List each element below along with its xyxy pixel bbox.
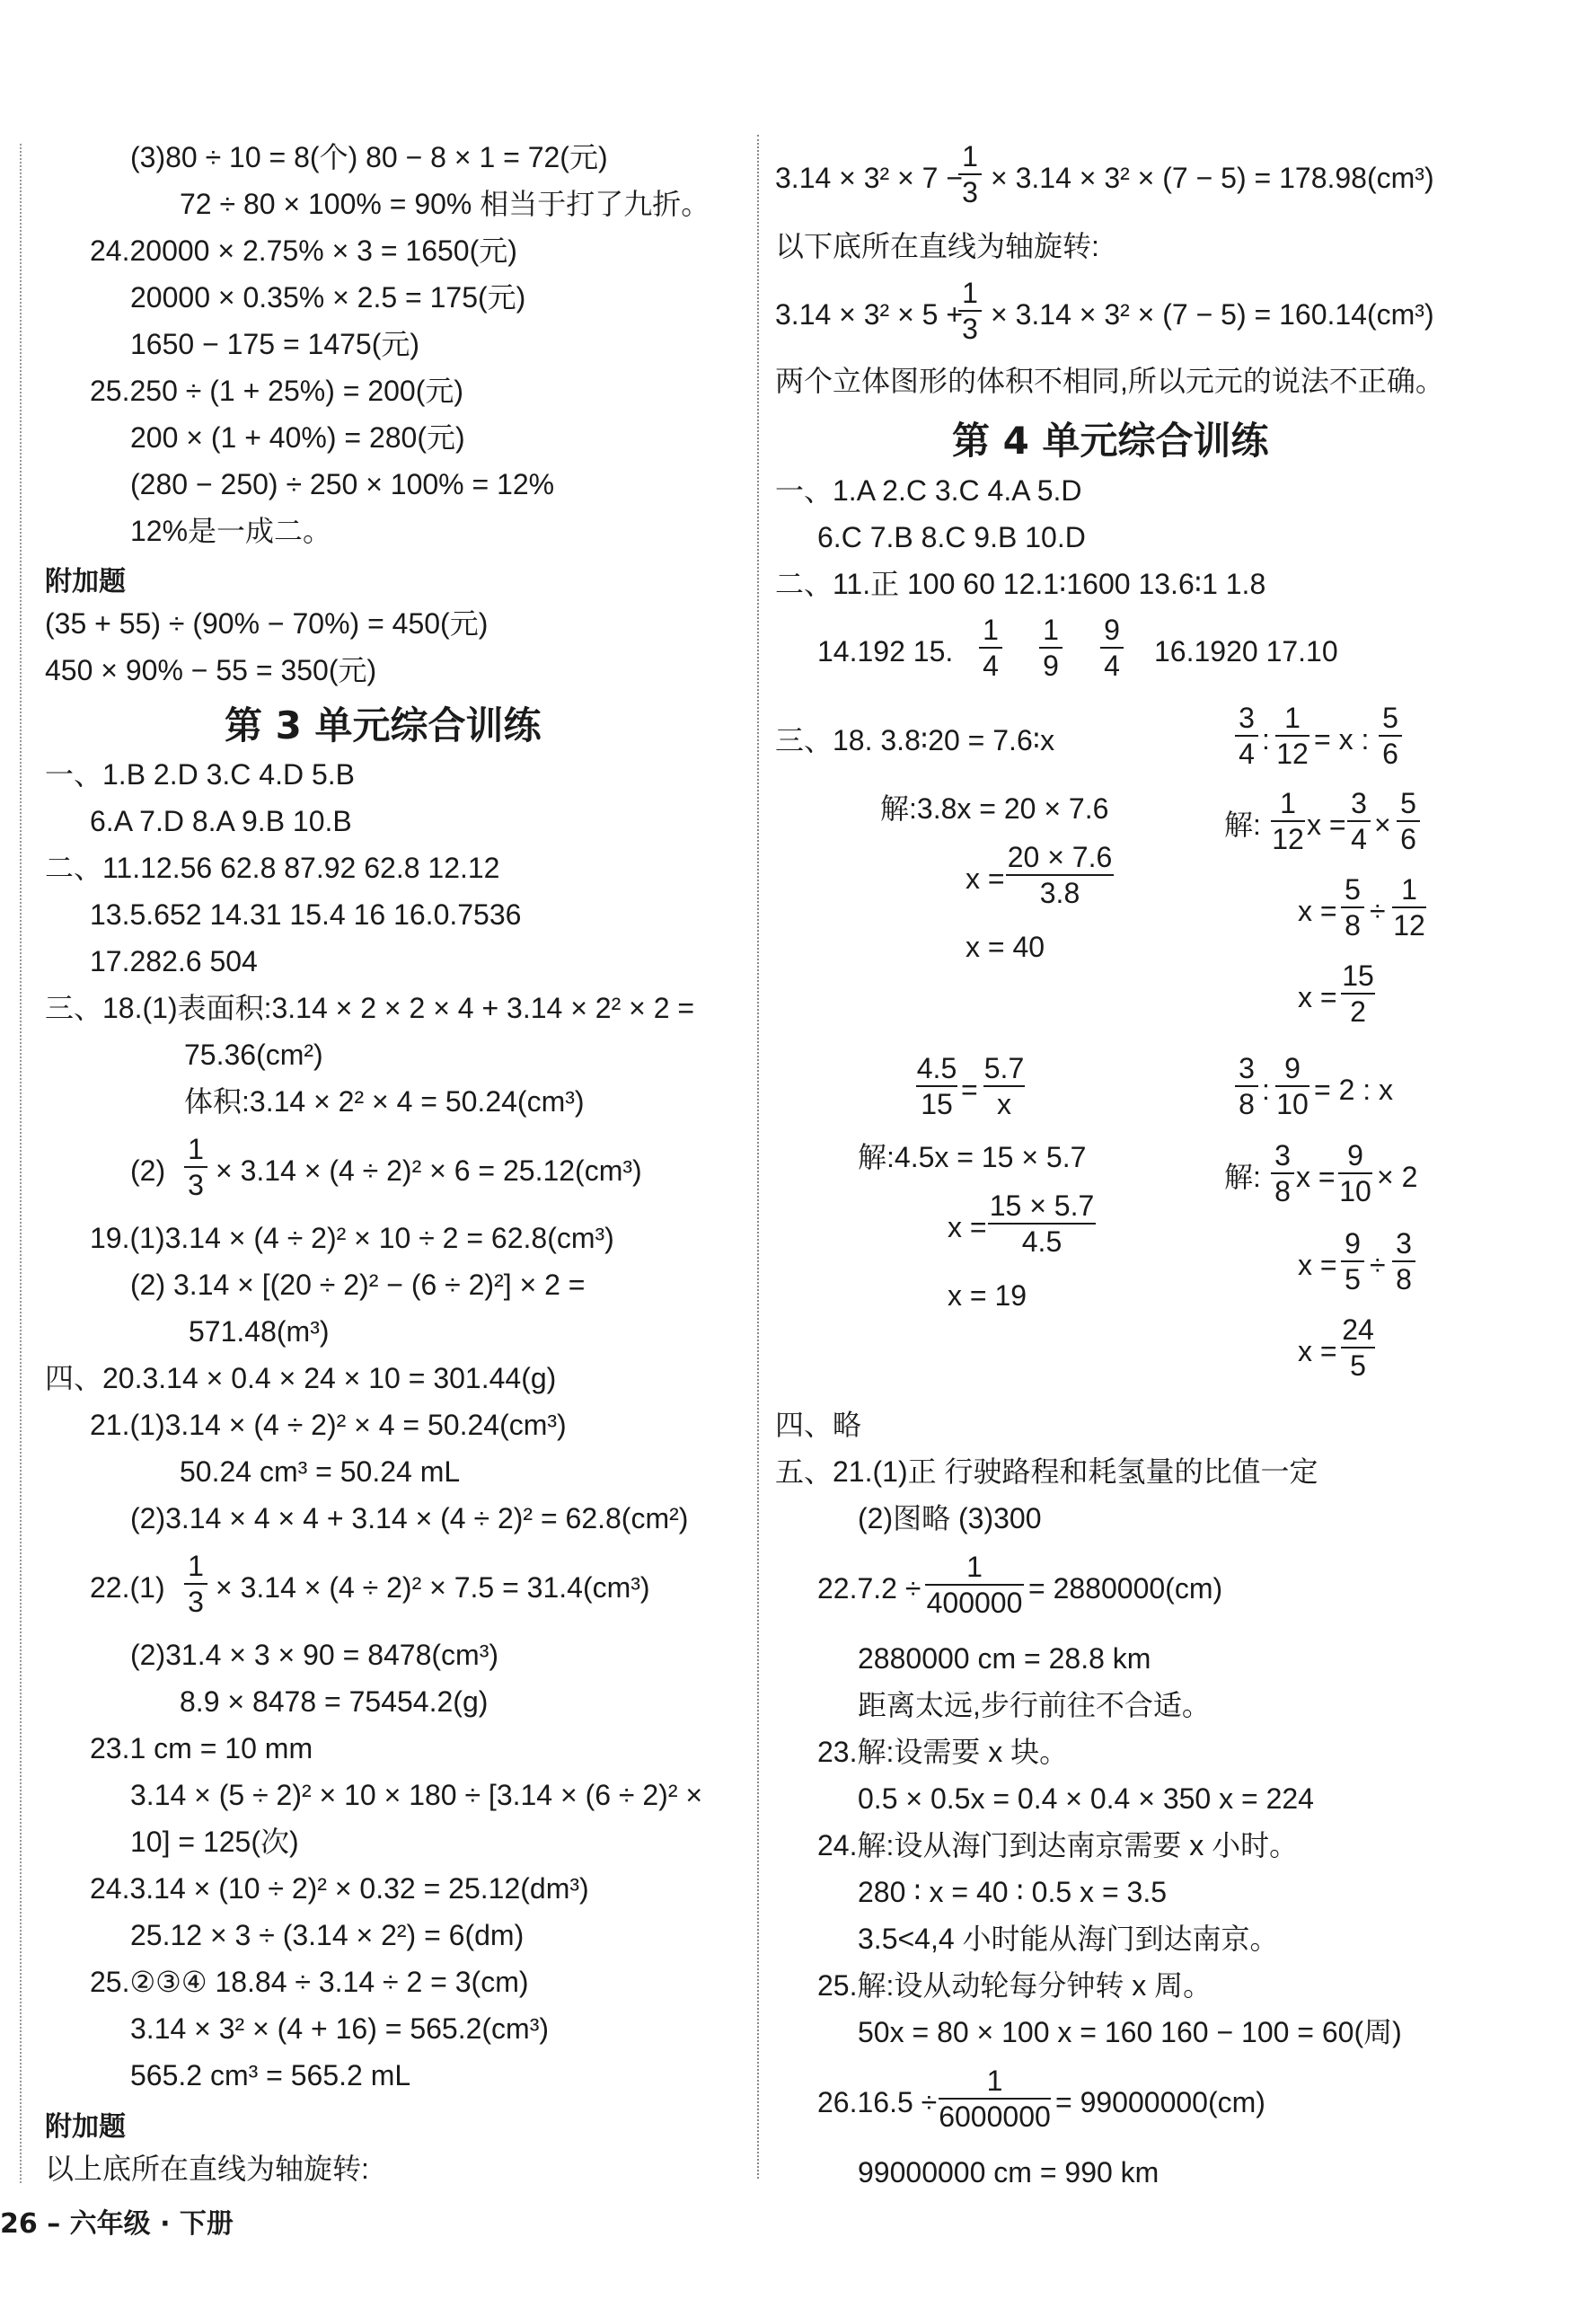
answer-line: 23.1 cm = 10 mm [90, 1732, 313, 1764]
answer-line: 五、21.(1)正 行驶路程和耗氢量的比值一定 [775, 1455, 1318, 1488]
unit3-title: 第 3 单元综合训练 [225, 703, 542, 747]
math-label: 解: [1224, 1161, 1261, 1193]
answer-line: 二、11.正 100 60 12.1∶1600 13.6∶1 1.8 [775, 568, 1266, 600]
math-symbol: x = [1298, 981, 1337, 1013]
fraction: $\frac{1}{6000000}$ [939, 2065, 1051, 2133]
fraction: $\frac{3}{4}$ [1235, 701, 1258, 771]
answer-line: 26.16.5 ÷ [817, 2086, 938, 2118]
fraction: $\frac{3}{8}$ [1271, 1138, 1294, 1208]
answer-line: 21.(1)3.14 × (4 ÷ 2)² × 4 = 50.24(cm³) [90, 1409, 567, 1441]
answer-line: 两个立体图形的体积不相同,所以元元的说法不正确。 [775, 365, 1444, 397]
answer-line: 16.1920 17.10 [1154, 635, 1338, 668]
answer-line: 23.解:设需要 x 块。 [817, 1736, 1069, 1768]
answer-line: x = 19 [948, 1279, 1027, 1312]
fraction: $\frac{3}{8}$ [1392, 1226, 1415, 1296]
left-margin-rule [20, 144, 22, 2183]
answer-line: = 2880000(cm) [1028, 1572, 1223, 1605]
fraction: $\frac{5}{8}$ [1341, 872, 1364, 942]
fraction: $\frac{9}{5}$ [1341, 1226, 1364, 1296]
answer-line: = 99000000(cm) [1055, 2086, 1265, 2118]
answer-line: × 3.14 × 3² × (7 − 5) = 178.98(cm³) [991, 162, 1434, 194]
answer-line: 6.C 7.B 8.C 9.B 10.D [817, 521, 1086, 553]
answer-line: 72 ÷ 80 × 100% = 90% 相当于打了九折。 [180, 188, 710, 220]
extra-heading: 附加题 [45, 566, 126, 597]
answer-line: (2)3.14 × 4 × 4 + 3.14 × (4 ÷ 2)² = 62.8(cm²) [130, 1502, 689, 1534]
fraction: $\frac{1}{9}$ [1039, 613, 1063, 683]
answer-line: 2880000 cm = 28.8 km [858, 1642, 1151, 1675]
answer-line: 20000 × 0.35% × 2.5 = 175(元) [130, 281, 526, 314]
column-divider [757, 135, 759, 2179]
fraction: $\frac{5}{6}$ [1379, 701, 1402, 771]
answer-line: × 3.14 × (4 ÷ 2)² × 6 = 25.12(cm³) [216, 1154, 642, 1187]
answer-line: 3.14 × (5 ÷ 2)² × 10 × 180 ÷ [3.14 × (6 ÷ 2)² × [130, 1779, 703, 1811]
answer-line: 解:4.5x = 15 × 5.7 [858, 1141, 1087, 1173]
math-symbol: × [1374, 809, 1391, 841]
answer-line: 24.解:设从海门到达南京需要 x 小时。 [817, 1829, 1299, 1861]
answer-line: 280 ∶ x = 40 ∶ 0.5 x = 3.5 [858, 1876, 1167, 1908]
math-symbol: : [1262, 1074, 1270, 1106]
answer-line: 8.9 × 8478 = 75454.2(g) [180, 1685, 489, 1718]
answer-line: (2) [130, 1154, 166, 1187]
answer-line: 22.(1) [90, 1571, 165, 1604]
answer-line: (2) 3.14 × [(20 ÷ 2)² − (6 ÷ 2)²] × 2 = [130, 1269, 586, 1301]
answer-line: 571.48(m³) [189, 1315, 330, 1348]
answer-line: 565.2 cm³ = 565.2 mL [130, 2059, 411, 2091]
answer-line: 三、18.(1)表面积:3.14 × 2 × 2 × 4 + 3.14 × 2² × 2 = [45, 992, 695, 1024]
fraction: $\frac{3}{4}$ [1347, 786, 1371, 856]
answer-line: 四、20.3.14 × 0.4 × 24 × 10 = 301.44(g) [45, 1362, 557, 1394]
answer-line: 450 × 90% − 55 = 350(元) [45, 654, 377, 686]
answer-line: 1650 − 175 = 1475(元) [130, 328, 420, 360]
answer-line: × 3.14 × 3² × (7 − 5) = 160.14(cm³) [991, 298, 1434, 331]
answer-line: 6.A 7.D 8.A 9.B 10.B [90, 805, 352, 837]
fraction: $\frac{1}{400000}$ [926, 1551, 1023, 1619]
fraction-one-third: $\frac{1}{3}$ [184, 1549, 207, 1619]
math-symbol: = 2 : x [1314, 1074, 1394, 1106]
answer-line: 10] = 125(次) [130, 1826, 299, 1858]
fraction: $\frac{1}{12}$ [1272, 787, 1304, 855]
extra-heading: 附加题 [45, 2111, 126, 2143]
answer-line: 19.(1)3.14 × (4 ÷ 2)² × 10 ÷ 2 = 62.8(cm³) [90, 1222, 614, 1254]
fraction: $\frac{9}{4}$ [1100, 613, 1124, 683]
answer-line: (2)图略 (3)300 [858, 1502, 1042, 1534]
answer-line: (3)80 ÷ 10 = 8(个) 80 − 8 × 1 = 72(元) [130, 141, 608, 173]
math-label: 解: [1224, 809, 1261, 841]
fraction-one-third: $\frac{1}{3}$ [184, 1132, 207, 1202]
answer-line: 25.250 ÷ (1 + 25%) = 200(元) [90, 375, 464, 407]
answer-line: 一、1.A 2.C 3.C 4.A 5.D [775, 474, 1082, 507]
fraction: $\frac{20 \times 7.6}{3.8}$ [1007, 841, 1113, 909]
fraction: $\frac{5}{6}$ [1397, 786, 1420, 856]
answer-line: x = 40 [966, 931, 1045, 963]
fraction-one-third: $\frac{1}{3}$ [958, 276, 982, 346]
answer-line: 99000000 cm = 990 km [858, 2156, 1160, 2188]
answer-line: 一、1.B 2.D 3.C 4.D 5.B [45, 758, 356, 791]
answer-line: 13.5.652 14.31 15.4 16 16.0.7536 [90, 898, 522, 931]
math-symbol: x = [1298, 895, 1337, 927]
answer-line: 以上底所在直线为轴旋转: [45, 2153, 369, 2185]
fraction: $\frac{1}{4}$ [979, 613, 1002, 683]
answer-line: 24.20000 × 2.75% × 3 = 1650(元) [90, 234, 517, 267]
fraction: $\frac{5.7}{x}$ [983, 1052, 1025, 1120]
answer-line: (2)31.4 × 3 × 90 = 8478(cm³) [130, 1639, 498, 1671]
answer-line: (280 − 250) ÷ 250 × 100% = 12% [130, 468, 555, 500]
answer-line: 3.14 × 3² × 7 − [775, 162, 964, 194]
fraction: $\frac{1}{12}$ [1393, 873, 1425, 942]
answer-line: 3.14 × 3² × 5 + [775, 298, 964, 331]
math-symbol: = [961, 1074, 978, 1106]
math-symbol: x = [1298, 1249, 1337, 1281]
math-symbol: × 2 [1377, 1161, 1418, 1193]
answer-line: × 3.14 × (4 ÷ 2)² × 7.5 = 31.4(cm³) [216, 1571, 650, 1604]
fraction: $\frac{9}{10}$ [1339, 1139, 1371, 1207]
answer-line: 3.14 × 3² × (4 + 16) = 565.2(cm³) [130, 2012, 550, 2045]
answer-line: 解:3.8x = 20 × 7.6 [880, 792, 1109, 825]
answer-line: x = [966, 862, 1005, 895]
fraction: $\frac{24}{5}$ [1342, 1313, 1374, 1382]
answer-line: 四、略 [775, 1409, 862, 1441]
fraction: $\frac{4.5}{15}$ [916, 1052, 957, 1120]
fraction: $\frac{3}{8}$ [1235, 1051, 1258, 1121]
fraction: $\frac{1}{12}$ [1276, 702, 1309, 770]
answer-line: 50x = 80 × 100 x = 160 160 − 100 = 60(周) [858, 2016, 1402, 2048]
math-symbol: : [1262, 723, 1270, 756]
page-footer: 26 – 六年级 · 下册 [0, 2208, 234, 2240]
fraction-one-third: $\frac{1}{3}$ [958, 139, 982, 209]
answer-line: 0.5 × 0.5x = 0.4 × 0.4 × 350 x = 224 [858, 1782, 1314, 1815]
answer-line: 200 × (1 + 40%) = 280(元) [130, 421, 465, 454]
math-symbol: = x : [1314, 723, 1370, 756]
answer-line: x = [948, 1211, 987, 1243]
answer-line: 三、18. 3.8∶20 = 7.6∶x [775, 724, 1055, 756]
answer-line: 3.5<4,4 小时能从海门到达南京。 [858, 1923, 1279, 1955]
answer-line: 25.②③④ 18.84 ÷ 3.14 ÷ 2 = 3(cm) [90, 1966, 529, 1998]
answer-line: (35 + 55) ÷ (90% − 70%) = 450(元) [45, 607, 489, 640]
math-symbol: ÷ [1370, 895, 1386, 927]
fraction: $\frac{15 \times 5.7}{4.5}$ [989, 1189, 1095, 1258]
answer-line: 二、11.12.56 62.8 87.92 62.8 12.12 [45, 852, 500, 884]
answer-line: 14.192 15. [817, 635, 954, 668]
answer-line: 24.3.14 × (10 ÷ 2)² × 0.32 = 25.12(dm³) [90, 1872, 589, 1905]
fraction: $\frac{9}{10}$ [1276, 1052, 1309, 1120]
math-symbol: x = [1298, 1335, 1337, 1367]
fraction: $\frac{15}{2}$ [1342, 959, 1374, 1028]
math-symbol: x = [1307, 809, 1346, 841]
answer-line: 25.12 × 3 ÷ (3.14 × 2²) = 6(dm) [130, 1919, 525, 1951]
answer-line: 75.36(cm²) [184, 1039, 323, 1071]
answer-line: 17.282.6 504 [90, 945, 258, 977]
math-symbol: x = [1296, 1161, 1336, 1193]
answer-line: 距离太远,步行前往不合适。 [858, 1689, 1211, 1721]
answer-line: 50.24 cm³ = 50.24 mL [180, 1455, 461, 1488]
math-symbol: ÷ [1370, 1249, 1386, 1281]
answer-line: 体积:3.14 × 2² × 4 = 50.24(cm³) [184, 1085, 585, 1118]
answer-line: 以下底所在直线为轴旋转: [775, 230, 1099, 262]
answer-line: 25.解:设从动轮每分钟转 x 周。 [817, 1969, 1212, 2002]
answer-line: 12%是一成二。 [130, 515, 332, 547]
unit4-title: 第 4 单元综合训练 [952, 419, 1269, 463]
answer-line: 22.7.2 ÷ [817, 1572, 921, 1605]
